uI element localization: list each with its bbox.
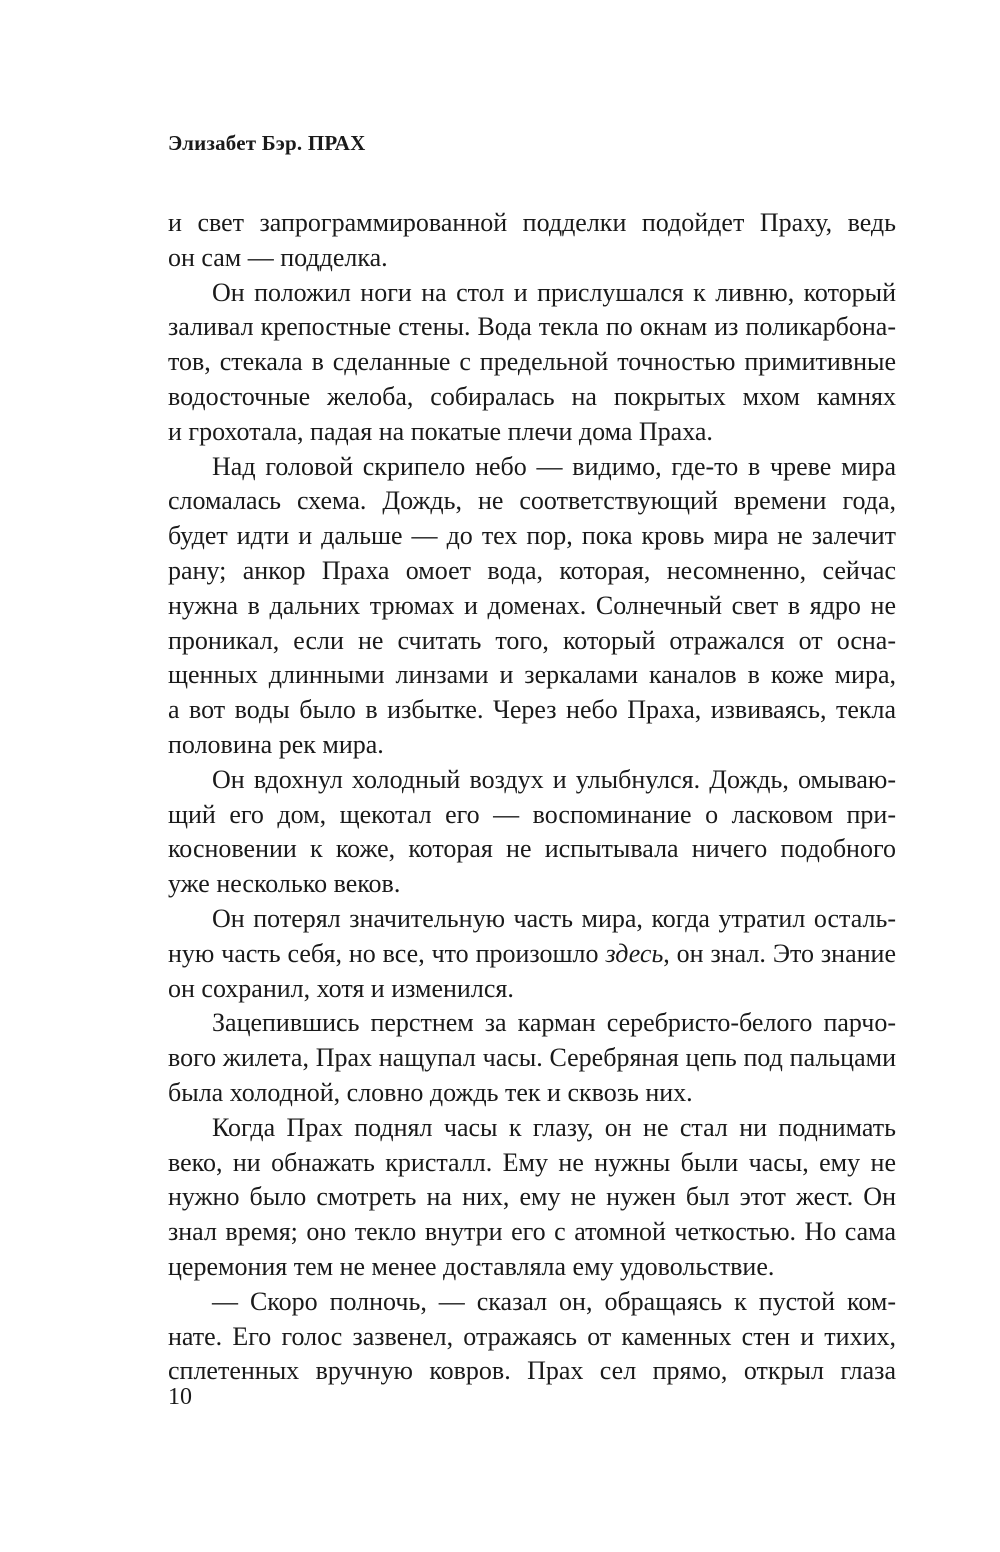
text-line: сломалась схема. Дождь, не соответствующий времени года,: [168, 486, 896, 516]
page-number: 10: [168, 1384, 192, 1410]
text-line: церемония тем не менее доставляла ему удовольствие.: [168, 1251, 775, 1281]
text-line: знал время; оно текло внутри его с атомной четкостью. Но сама: [168, 1217, 896, 1247]
text-line: сплетенных вручную ковров. Прах сел прямо, открыл глаза: [168, 1356, 896, 1386]
text-line: Он вдохнул холодный воздух и улыбнулся. Дождь, омываю-: [212, 764, 896, 794]
text-line: [168, 937, 896, 972]
text-line: он сохранил, хотя и изменился.: [168, 973, 514, 1003]
text-line: Зацепившись перстнем за карман серебристо-белого парчо-: [212, 1008, 896, 1038]
text-line: Он положил ноги на стол и прислушался к ливню, который: [212, 277, 896, 307]
text-line: Когда Прах поднял часы к глазу, он не стал ни поднимать: [212, 1112, 896, 1142]
text-line: нужно было смотреть на них, ему не нужен был этот жест. Он: [168, 1182, 896, 1212]
text-line: и свет запрограммированной подделки подойдет Праху, ведь: [168, 208, 896, 237]
text-segment: , он знал. Это знание: [663, 938, 897, 968]
text-line: проникал, если не считать того, который отражался от осна-: [168, 625, 896, 655]
text-line: рану; анкор Праха омоет вода, которая, несомненно, сейчас: [168, 555, 896, 585]
text-line: щенных длинными линзами и зеркалами каналов в коже мира,: [168, 660, 896, 690]
text-segment: ную часть себя, но все, что произошло: [168, 938, 606, 968]
text-line: щий его дом, щекотал его — воспоминание о ласковом при-: [168, 799, 896, 829]
text-line: водосточные желоба, собиралась на покрытых мхом камнях: [168, 381, 896, 411]
text-line: — Скоро полночь, — сказал он, обращаясь к пустой ком-: [212, 1286, 896, 1316]
text-line: Он потерял значительную часть мира, когда утратил осталь-: [212, 903, 896, 933]
text-line: он сам — подделка.: [168, 242, 388, 272]
emphasis-text: здесь: [605, 938, 664, 968]
body-text: [168, 206, 896, 1389]
text-line: половина рек мира.: [168, 729, 384, 759]
text-line: заливал крепостные стены. Вода текла по окнам из поликарбона-: [168, 312, 896, 342]
text-line: а вот воды было в избытке. Через небо Праха, извиваясь, текла: [168, 695, 896, 725]
text-line: была холодной, словно дождь тек и сквозь них.: [168, 1077, 693, 1107]
text-line: будет идти и дальше — до тех пор, пока кровь мира не залечит: [168, 521, 896, 551]
text-line: тов, стекала в сделанные с предельной точностью примитивные: [168, 347, 896, 377]
text-line: и грохотала, падая на покатые плечи дома Праха.: [168, 416, 713, 446]
text-line: нате. Его голос зазвенел, отражаясь от каменных стен и тихих,: [168, 1321, 896, 1351]
text-line: нужна в дальних трюмах и доменах. Солнечный свет в ядро не: [168, 590, 896, 620]
text-line: косновении к коже, которая не испытывала ничего подобного: [168, 834, 896, 864]
text-line: веко, ни обнажать кристалл. Ему не нужны были часы, ему не: [168, 1147, 896, 1177]
text-line: Над головой скрипело небо — видимо, где-то в чреве мира: [212, 451, 896, 481]
text-line: уже несколько веков.: [168, 869, 401, 899]
text-line: вого жилета, Прах нащупал часы. Серебряная цепь под пальцами: [168, 1043, 896, 1073]
running-head: Элизабет Бэр. ПРАХ: [168, 131, 366, 155]
